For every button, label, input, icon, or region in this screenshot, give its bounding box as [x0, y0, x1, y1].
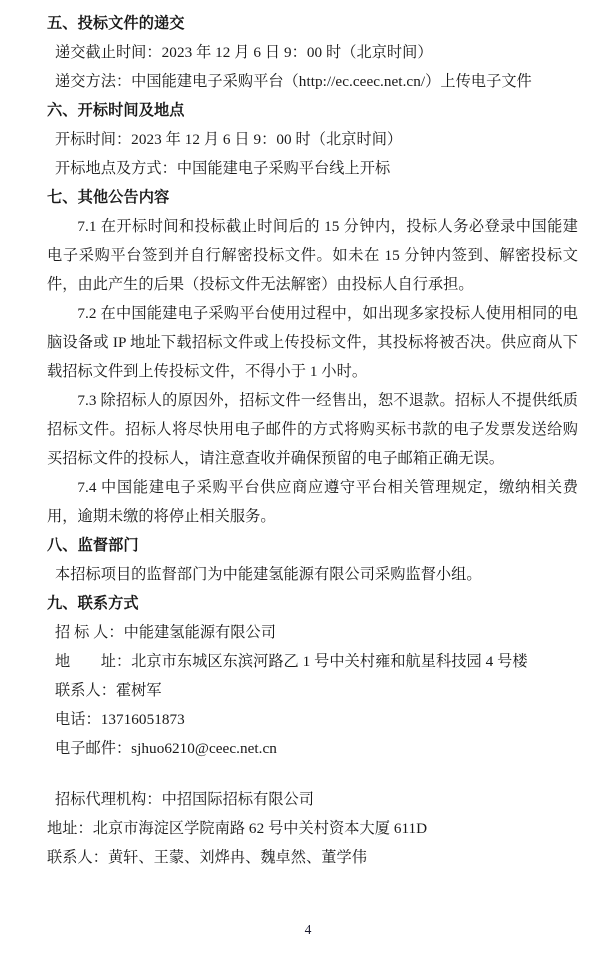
submission-deadline-line: 递交截止时间：2023 年 12 月 6 日 9：00 时（北京时间）	[55, 44, 433, 61]
section-heading-6: 六、开标时间及地点	[47, 102, 185, 119]
clause-7-4-paragraph: 7.4 中国能建电子采购平台供应商应遵守平台相关管理规定，缴纳相关费用，逾期未缴的将停止相关服务。	[47, 479, 578, 525]
top-spacer	[0, 0, 616, 9]
contact-block-gap	[0, 763, 616, 785]
bid-opening-time-line: 开标时间：2023 年 12 月 6 日 9：00 时（北京时间）	[55, 131, 403, 148]
supervision-department-line: 本招标项目的监督部门为中能建氢能源有限公司采购监督小组。	[55, 566, 482, 583]
page-number-footer: 4	[304, 922, 312, 937]
tenderee-contact-line: 联系人：霍树军	[55, 682, 162, 699]
clause-7-1-paragraph: 7.1 在开标时间和投标截止时间后的 15 分钟内，投标人务必登录中国能建电子采购平台签到并自行解密投标文件。如未在 15 分钟内签到、解密投标文件，由此产生的后果（投标文件无法解密）由投标人自行承担。	[47, 218, 578, 293]
section-heading-9: 九、联系方式	[47, 595, 139, 612]
tenderee-phone-line: 电话：13716051873	[55, 711, 185, 728]
clause-7-2-paragraph: 7.2 在中国能建电子采购平台使用过程中，如出现多家投标人使用相同的电脑设备或 IP 地址下载招标文件或上传投标文件，其投标将被否决。供应商从下载招标文件到上传投标文件，不得小于 1 小时。	[47, 305, 578, 380]
agent-contact-line: 联系人：黄轩、王蒙、刘烨冉、魏卓然、董学伟	[47, 849, 367, 866]
agent-address-line: 地址：北京市海淀区学院南路 62 号中关村资本大厦 611D	[47, 820, 428, 837]
tenderee-address-line: 地 址：北京市东城区东滨河路乙 1 号中关村雍和航星科技园 4 号楼	[55, 653, 528, 670]
section-heading-8: 八、监督部门	[47, 537, 139, 554]
agent-organization-line: 招标代理机构：中招国际招标有限公司	[55, 791, 315, 808]
section-heading-7: 七、其他公告内容	[47, 189, 170, 206]
tenderee-email-line: 电子邮件：sjhuo6210@ceec.net.cn	[55, 740, 277, 757]
clause-7-3-paragraph: 7.3 除招标人的原因外，招标文件一经售出，恕不退款。招标人不提供纸质招标文件。招标人将尽快用电子邮件的方式将购买标书款的电子发票发送给购买招标文件的投标人，请注意查收并确保预留的电子邮箱正确无误。	[47, 392, 578, 467]
bid-opening-place-line: 开标地点及方式：中国能建电子采购平台线上开标	[55, 160, 391, 177]
submission-method-line: 递交方法：中国能建电子采购平台（http://ec.ceec.net.cn/）上传电子文件	[55, 73, 532, 90]
section-heading-5: 五、投标文件的递交	[47, 15, 185, 32]
tenderee-name-line: 招 标 人：中能建氢能源有限公司	[55, 624, 277, 641]
